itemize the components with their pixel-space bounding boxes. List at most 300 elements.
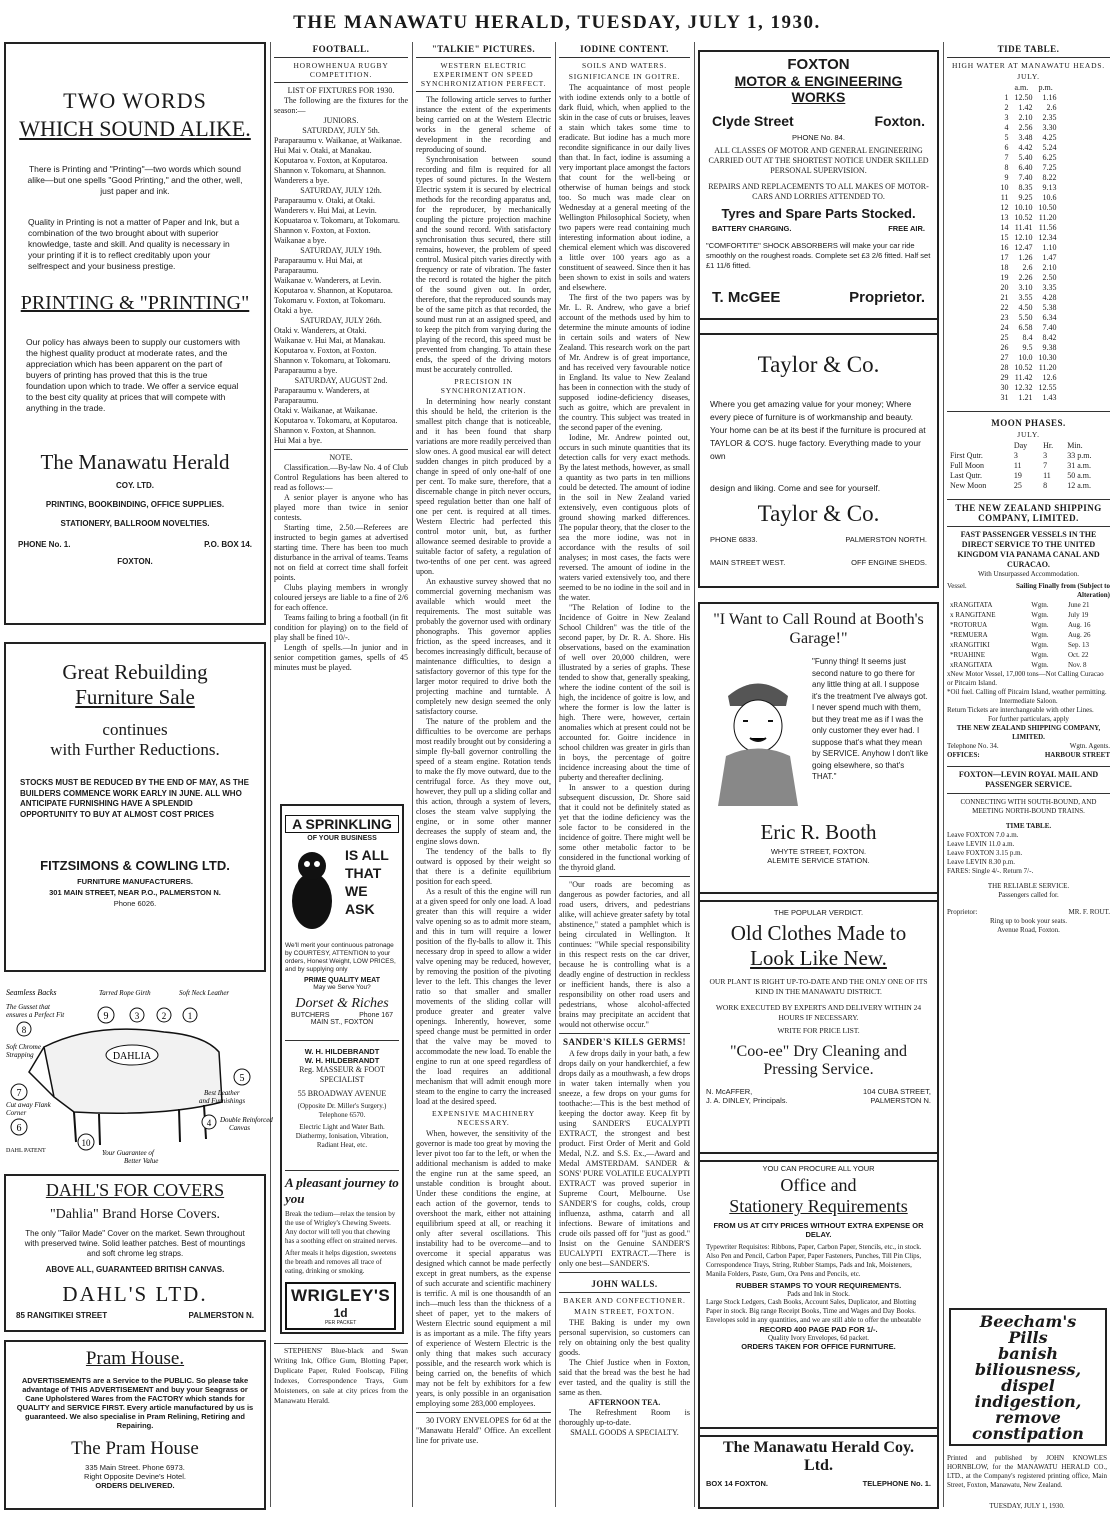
tide-row: 25 8.4 8.42 (1000, 333, 1057, 342)
mail-tt: TIME TABLE. (1005, 822, 1052, 830)
motor-prop: Proprietor. (849, 289, 925, 306)
tide-row: 6 4.42 5.24 (1004, 143, 1057, 152)
svg-text:Your Guarantee of: Your Guarantee of (102, 1149, 154, 1157)
clean-t0: THE POPULAR VERDICT. (773, 908, 864, 917)
ivory-envelopes: 30 IVORY ENVELOPES for 6d at the "Manawatu Herald" Office. An excellent line for private use. (416, 1416, 551, 1445)
article-paragraph: When, however, the sensitivity of the governor is made too great by moving the lever pivot too far to the left, or when the additional mechanism is added to make the engine run at the same speed, an unstable condition is brought about. Under these conditions the engine, at each action of the governor, tends to overshoot the mark, either not attaining equilibrium speed at all, or reaching it only after several oscillations. This instability had to be overcome—and to overcome it special apparatus was designed which cannot be made perfectly except in great numbers, as the expense of such accurate and scientific machinery is terrific. A mil is one thousandth of an inch—much less than the thickness of a sheet of paper, yet to the makers of Western Electric sound equipment a mil is as important as a mile. The fifty years of experience of Western Electric is the only thing that makes such accuracy possible, and the research work which is being carried on, the benefits of which may not be felt by exhibitors for a few years, is only possible in an organisation employing some 283,000 employees. (416, 1129, 551, 1408)
talkie-head: "TALKIE" PICTURES. (431, 44, 536, 54)
svg-text:The Gusset that: The Gusset that (6, 1003, 50, 1011)
beechams-line: biliousness, (974, 1360, 1082, 1379)
taylor-phone: PHONE 6833. (710, 535, 758, 544)
tide-row: 4 2.56 3.30 (1004, 123, 1057, 132)
fixture-line: Paraparaumu v. Hui Mai, at Paraparaumu. (274, 256, 363, 275)
dahl-title: DAHL'S FOR COVERS (45, 1180, 225, 1200)
talkie-article (416, 95, 551, 1409)
ship-tel: Telephone No. 34. (947, 742, 999, 750)
stat-t0: YOU CAN PROCURE ALL YOUR (762, 1164, 875, 1173)
fixture-line: Otaki a bye. (274, 306, 313, 315)
svg-text:Better Value: Better Value (124, 1157, 159, 1165)
fixture-line: SATURDAY, JULY 26th. (300, 316, 382, 325)
horse-cover-illustration (4, 977, 273, 1167)
masseur-name-1: W. H. HILDEBRANDT (304, 1047, 380, 1056)
fixture-line: Waikanae a bye. (274, 236, 327, 245)
svg-text:Cut away Flank: Cut away Flank (6, 1101, 51, 1109)
tide-head: TIDE TABLE. (997, 44, 1060, 54)
football-intro-1: LIST OF FIXTURES FOR 1930. (287, 86, 395, 95)
fixture-line: SATURDAY, JULY 12th. (300, 186, 382, 195)
walls-trade: BAKER AND CONFECTIONER. (563, 1296, 686, 1305)
tide-row: 24 6.58 7.40 (1000, 323, 1057, 332)
tide-row: 12 10.10 10.50 (1000, 203, 1057, 212)
sprinkling-ask: IS ALL THAT WE ASK (345, 847, 389, 917)
fixture-line: Kopuataroa v. Tokomaru, at Tokomaru. (274, 216, 400, 225)
tide-row: 22 4.50 5.38 (1000, 303, 1057, 312)
ship-t2: FAST PASSENGER VESSELS IN THE DIRECT SERVICE TO THE UNITED KINGDOM VIA PANAMA CANAL AND CURACAO. (957, 530, 1100, 569)
fixture-line: Waikanae v. Hui Mai, at Manakau. (274, 336, 386, 345)
fixture-line: Paraparaumu v. Waikanae, at Waikanae. (274, 136, 402, 145)
dog-icon (285, 846, 339, 936)
masseur-addr: 55 BROADWAY AVENUE (297, 1089, 387, 1098)
ship-harbour: HARBOUR STREET (1044, 751, 1110, 759)
svg-text:5: 5 (239, 1073, 245, 1084)
clean-t1: Old Clothes Made to (730, 921, 907, 945)
svg-text:Double Reinforced: Double Reinforced (220, 1116, 273, 1124)
fixture-line: Hui Mai v. Otaki, at Manakau. (274, 146, 372, 155)
taylor-t2: Taylor & Co. (757, 501, 880, 526)
masseur-name-2: W. H. HILDEBRANDT (304, 1056, 380, 1065)
svg-text:Soft Neck Leather: Soft Neck Leather (179, 989, 230, 997)
butcher-firm: Dorset & Riches (295, 996, 389, 1011)
butcher-body: We'll merit your continuous patronage by COURTESY, ATTENTION to your orders, Honest Weight, LOW PRICES, and by supplying only (285, 942, 396, 973)
column-2 (274, 42, 408, 1512)
roads-quote: "Our roads are becoming as dangerous as powder factories, and all road users, drivers, and pedestrians alike, will achieve greater safety by total abstinence," stated a pamphlet which is being circulated in Wellington. It continues: "While special responsibility in this respect rests on the car driver, because he is controlling what is a deadly engine of destruction in reckless or inefficient hands, there is also a responsibility on other road users and pedestrians, whose alcohol-affected brains may precipitate an accident that would not otherwise occur." (559, 880, 690, 1029)
stephens-ink: STEPHENS' Blue-black and Swan Writing Ink, Office Gum, Blotting Paper, Duplicate Paper, Ruled Foolscap, Filing Indexes, Correspondence Trays, Gum Moisteners, on sale at city prices from the Manawatu Herald. (274, 1346, 408, 1405)
tide-row: 8 6.40 7.25 (1004, 163, 1057, 172)
fixture-line: SATURDAY, JULY 5th. (302, 126, 380, 135)
clean-name-1: N. McAFFER, (706, 1087, 753, 1096)
tide-row: 9 7.40 8.22 (1004, 173, 1057, 182)
sale-phone: Phone 6026. (113, 899, 157, 908)
svg-text:3: 3 (134, 1011, 140, 1021)
dahl-ad (4, 977, 273, 1327)
stat-rubber: RUBBER STAMPS TO YOUR REQUIREMENTS. (735, 1281, 902, 1290)
sale-title-4: with Further Reductions. (50, 740, 220, 759)
article-paragraph: In answer to a question during subsequent discussion, Dr. Shore said that it could not be definitely stated as yet that the iodine deficiency was the sole factor to be considered in the incidence of goitre. There might well be some other metabolic factor to be considered in the functional working of the thyroid gland. (559, 783, 690, 872)
sanders-body: A few drops daily in your bath, a few drops daily on your handkerchief, a few drops daily as a mouthwash, a few drops in water taken internally when you sneeze, a few drops on your gums for toothache:—This is the best method of keeping the doctor away. Keep fit by using SANDER'S EUCALYPTI EXTRACT, the strongest and best product. First Order of Merit and Gold Medal, N.Z. and S.S. Ex.,—Award and Medal AMSTERDAM. SANDER & SONS' PURE VOLATILE EUCALYPTI EXTRACT was proved superior in Supreme Court, Melbourne. Use SANDER'S for coughs, colds, croup influenza, asthma, catarrh and all infections. Beware of imitations and crude oils passed off for "just as good." Insist on the Genuine SANDER'S EUCALYPTI EXTRACT.—There is only one best—SANDER'S. (559, 1049, 690, 1268)
column-6 (947, 42, 1110, 1512)
fixture-line: SATURDAY, AUGUST 2nd. (294, 376, 388, 385)
clean-t2: Look Like New. (750, 946, 887, 970)
pram-house-ad (4, 1340, 266, 1510)
sale-addr: 301 MAIN STREET, NEAR P.O., PALMERSTON N. (49, 888, 221, 897)
note-paragraph: Classification.—By-law No. 4 of Club Control Regulations has been altered to read as follows:— (274, 463, 408, 492)
imprint: Printed and published by JOHN KNOWLES HORNBLOW, for the MANAWATU HERALD CO., LTD., at the Company's registered printing office, Main Street, Foxton, Manawatu, New Zealand. (947, 1454, 1107, 1489)
label-seamless: Seamless Backs (6, 988, 57, 997)
dahl-firm: DAHL'S LTD. (62, 1282, 208, 1306)
tide-row: 31 1.21 1.43 (1000, 393, 1057, 402)
beechams-line: remove (995, 1408, 1061, 1427)
taylor-street: MAIN STREET WEST. (710, 558, 786, 567)
pram-addr-3: ORDERS DELIVERED. (95, 1481, 175, 1490)
butcher-prime: PRIME QUALITY MEAT (304, 977, 380, 984)
clean-addr-2: PALMERSTON N. (870, 1096, 931, 1105)
pram-title-2: The Pram House (71, 1438, 199, 1459)
note-paragraph: Starting time, 2.50.—Referees are instructed to begin games at advertised starting time. There has been too much disturbance in the arrival of teams. Teams not on field at correct time shall forfeit points. (274, 523, 408, 582)
ship-n3: Intermediate Saloon. (999, 697, 1058, 705)
beechams-line: Beecham's (979, 1312, 1077, 1331)
taylor-t1: Taylor & Co. (757, 352, 880, 377)
walls-body-2: The Chief Justice when in Foxton, said that the bread was the best he had ever tasted, and the quality is still the same as then. (559, 1358, 690, 1397)
beechams-line: Pills (1008, 1328, 1048, 1347)
wrigley-per: PER PACKET (324, 1320, 357, 1326)
herald-phone: PHONE No. 1. (18, 540, 71, 549)
fixture-line: Paraparaumu v. Otaki, at Otaki. (274, 196, 376, 205)
tide-row: 19 2.26 2.50 (1000, 273, 1057, 282)
dahl-guarantee: ABOVE ALL, GUARANTEED BRITISH CANVAS. (45, 1265, 225, 1274)
article-paragraph: The first of the two papers was by Mr. L. R. Andrew, who gave a brief account of the methods used by him to determine the minute amounts of iodine in certain soils and waters of New Zealand. This research work on the part of Mr. Andrew is of great importance, and has received very favourable notice in England. Its value to New Zealand has been in connection with the study of supposed iodine-deficiency diseases, such as goitre, which are prevalent in the country. This subject was treated in the second paper of the evening. (559, 293, 690, 432)
taylor-ad (698, 318, 939, 588)
fixture-line: SATURDAY, JULY 19th. (300, 246, 382, 255)
article-paragraph: The acquaintance of most people with iodine extends only to a bottle of dark fluid, which, when applied to the skin in the case of cuts or bruises, leaves a stain which takes some time to eradicate. But iodine has a much more recondite significance in our daily lives than that. In fact, iodine is assuming a very important place amongst the factors that count for the well-being or otherwise of human beings and stock too. So much was made clear on Wednesday at a general meeting of the Wellington Philosophical Society, when two papers were read containing much interesting information about iodine, a chemical element which was discovered a little over 100 years ago as a constituent of seaweed. Since then it has been shown to exist in soils and waters and elsewhere. (559, 83, 690, 292)
tide-row: 5 3.48 4.25 (1004, 133, 1057, 142)
ship-row: xRANGITIKI Wgtn. Sep. 13 (950, 641, 1089, 649)
ship-n5: For further particulars, apply (988, 715, 1069, 723)
svg-text:Strapping: Strapping (6, 1051, 34, 1059)
stat-t2: Stationery Requirements (729, 1196, 908, 1216)
ad-title-3: PRINTING & "PRINTING" (20, 292, 250, 314)
fixture-line: Shannon v. Foxton, at Foxton. (274, 226, 371, 235)
tide-row: 2 1.42 2.6 (1004, 103, 1057, 112)
ship-row: x RANGITANE Wgtn. July 19 (950, 611, 1089, 619)
butcher-trade: BUTCHERS (291, 1012, 330, 1019)
walls-body-3: The Refreshment Room is thoroughly up-to-date. (559, 1408, 690, 1427)
stat-t3: FROM US AT CITY PRICES WITHOUT EXTRA EXPENSE OR DELAY. (713, 1221, 924, 1239)
article-paragraph: An exhaustive survey showed that no commercial governing mechanism was available which would meet the requirements. The most suitable was probably the governor used with ordinary phonographs. This governor applies friction, as the speed increases, and it becomes increasingly difficult, because of maintenance difficulties, to design a satisfactory governor of this type for the larger motor required to drive both the projecting machine and turntable. A completely new design seemed the only satisfactory course. (416, 577, 551, 716)
coy-t1: The Manawatu Herald Coy. (722, 1439, 915, 1456)
dahl-body: The only "Tailor Made" Cover on the market. Sewn throughout with preserved twine. Solid leather patches. Best of mountings and soft chrome leg straps. (24, 1229, 246, 1258)
clean-name-2: J. A. DINLEY, Principals. (706, 1096, 788, 1105)
mail-row: Leave LEVIN 8.30 p.m. (947, 858, 1016, 866)
booth-name: Eric R. Booth (760, 820, 877, 844)
walls-addr: MAIN STREET, FOXTON. (574, 1307, 675, 1316)
clean-body-2: WORK EXECUTED BY EXPERTS AND DELIVERY WITHIN 24 HOURS IF NECESSARY. (715, 1003, 922, 1022)
svg-text:7: 7 (16, 1088, 22, 1099)
motor-phone: PHONE No. 84. (792, 133, 845, 142)
ad-para-1: There is Printing and "Printing"—two words which sound alike—but one spells "Good Printing," and the other, well, just paper and ink. (27, 164, 243, 196)
taylor-body-2: design and liking. Come and see for yourself. (710, 483, 881, 493)
dahl-addr: 85 RANGITIKEI STREET (16, 1311, 108, 1320)
tide-row: 20 3.10 3.35 (1000, 283, 1057, 292)
tide-row: 1 12.50 1.16 (1004, 93, 1057, 102)
pram-addr-2: Right Opposite Devine's Hotel. (84, 1472, 186, 1481)
tide-row: 23 5.50 6.34 (1000, 313, 1057, 322)
walls-name: JOHN WALLS. (591, 1279, 658, 1289)
tide-row: 18 2.6 2.10 (1000, 263, 1057, 272)
motor-tyres: Tyres and Spare Parts Stocked. (721, 206, 916, 221)
stat-record: RECORD 400 PAGE PAD FOR 1/-. (759, 1325, 878, 1334)
note-paragraph: Clubs playing members in wrongly coloured jerseys are liable to a fine of 2/6 for each offence. (274, 583, 408, 612)
svg-text:ensures a Perfect Fit: ensures a Perfect Fit (6, 1011, 65, 1019)
note-paragraph: Teams failing to bring a football (in fit condition for playing) on to the field of play shall be fined 10/-. (274, 613, 408, 642)
fixture-line: Wanderers v. Hui Mai, at Levin. (274, 206, 377, 215)
motor-battery: BATTERY CHARGING. (712, 224, 792, 233)
coy-box: BOX 14 FOXTON. (706, 1479, 768, 1488)
moon-row: Last Qutr. 19 11 50 a.m. (950, 471, 1092, 480)
masseur-addr-2: (Opposite Dr. Miller's Surgery.) Telephone 6570. (297, 1102, 387, 1119)
beechams-line: banish (998, 1344, 1058, 1363)
svg-text:2: 2 (161, 1011, 167, 1021)
svg-text:9: 9 (103, 1011, 109, 1022)
ad-title-2: WHICH SOUND ALIKE. (19, 116, 251, 141)
ship-offices: OFFICES: (947, 751, 980, 759)
man-with-cap-icon (708, 656, 808, 806)
motor-town: Foxton. (874, 113, 925, 129)
ship-t1: THE NEW ZEALAND SHIPPING COMPANY, LIMITED. (955, 503, 1102, 523)
herald-box: P.O. BOX 14. (204, 540, 252, 549)
motor-body-2: REPAIRS AND REPLACEMENTS TO ALL MAKES OF MOTOR-CARS AND LORRIES ATTENDED TO. (708, 182, 929, 201)
mail-rel: THE RELIABLE SERVICE. (987, 882, 1070, 890)
mail-called: Passengers called for. (998, 891, 1059, 899)
masseur-qual: Reg. MASSEUR & FOOT SPECIALIST (299, 1065, 385, 1084)
butcher-may: May we Serve You? (313, 984, 371, 991)
ad-para-3: Our policy has always been to supply our customers with the highest quality product at moderate rates, and the appreciation which has been apparent on the part of buyers of printing has proved that this is the true foundation upon which to trade. We offer a service equal to the best city quality at prices that will compete with anything in the trade. (26, 337, 241, 413)
masseur-body: Electric Light and Water Bath. Diathermy, Ionisation, Vibration, Radiant Heat, etc. (295, 1123, 389, 1149)
pram-title: Pram House. (85, 1348, 185, 1369)
article-paragraph: In determining how nearly constant this should be held, the criterion is the smallest pitch change that is noticeable, and it has been found that sharp variations are more readily perceived than slow ones. A good musical ear will detect sudden changes in pitch produced by a change in speed of only one-half of one per cent. To make sure, therefore, that a discernable change in pitch never occurs, speed regulation better than one half of one per cent. is required at all times. Western Electric had perfected this control motor unit, but, as further allowance seemed desirable to provide a suitable factor of safety, a regulation of two-tenths of one per cent. was agreed upon. (416, 397, 551, 576)
tide-row: 11 9.25 10.6 (1000, 193, 1057, 202)
stat-qual: Quality Ivory Envelopes, 6d packet. (767, 1334, 870, 1342)
herald-coy-ad (698, 1427, 939, 1509)
notes-list (274, 463, 408, 673)
mail-row: Leave FOXTON 7.0 a.m. (947, 831, 1019, 839)
butcher-phone: Phone 167 (359, 1012, 393, 1019)
column-5 (698, 42, 939, 1512)
ship-n2: *Oil fuel. Calling off Pitcairn Island, weather permitting. (947, 688, 1107, 696)
dry-cleaning-ad (698, 892, 939, 1162)
dahlia-label: DAHLIA (112, 1051, 152, 1062)
ad-para-2: Quality in Printing is not a matter of Paper and Ink, but a combination of the two brought about with superior knowledge, taste and skill. And quality is necessary in your printing if it is to reflect creditably upon your selfrespect and your business prestige. (28, 217, 240, 271)
beechams-pills-ad (949, 1308, 1107, 1446)
fixture-line: Otaki v. Waikanae, at Waikanae. (274, 406, 378, 415)
article-paragraph: The tendency of the balls to fly outward is opposed by their weight so that there is a definite equilibrium position for each speed. (416, 847, 551, 886)
dahl-sub: "Dahlia" Brand Horse Covers. (49, 1207, 221, 1222)
mail-row: Leave LEVIN 11.0 a.m. (947, 840, 1015, 848)
tide-row: 30 12.32 12.55 (1000, 383, 1057, 392)
svg-text:4: 4 (206, 1118, 212, 1128)
mail-row: FARES: Single 4/-. Return 7/-. (947, 867, 1034, 875)
fixture-line: Shannon v. Foxton, at Shannon. (274, 426, 376, 435)
motor-comfortite: "COMFORTITE" SHOCK ABSORBERS will make your car ride smoothly on the roughest roads. Complete set £3 2/6 fitted. Half set £1 11/6 fitted. (706, 241, 931, 270)
tide-row: 15 12.10 12.34 (1000, 233, 1057, 242)
svg-text:10: 10 (81, 1138, 91, 1148)
booth-garage-ad (698, 602, 939, 902)
football-sub: HOROWHENUA RUGBY COMPETITION. (293, 61, 389, 79)
foxton-motor-ad (698, 50, 939, 335)
football-head: FOOTBALL. (312, 44, 370, 54)
fixture-line: Wanderers a bye. (274, 176, 330, 185)
herald-firm-2: COY. LTD. (115, 481, 155, 490)
juniors-label: JUNIORS. (323, 116, 359, 125)
pram-body: ADVERTISEMENTS are a Service to the PUBLIC. So please take advantage of THIS ADVERTISEMENT and buy your Seagrass or Cane Upholstered Wares from the FACTORY which stands for QUALITY and SERVICE FIRST. Every article manufactured by us is guaranteed. We also specialise in Pram Relining, Retiring and Repairing. (16, 1376, 254, 1430)
tide-row: 10 8.35 9.13 (1000, 183, 1057, 192)
moon-row: Full Moon 11 7 31 a.m. (950, 461, 1092, 470)
article-paragraph: As a result of this the engine will run at a given speed for only one load. A load greater than this will require a wider valve opening so as to admit more steam, and this in turn will require a lower position of the fly-balls to allow it. This necessary drop in speed to allow a wider valve opening may be reduced, however, by removing the position of the pivoting lever to the left. This changes the lever ratio so that smaller and smaller movements of the sliding collar will produce greater and greater valve openings. Inherently, however, some speed change must be permitted in order that the valve may be moved to accommodate the new load. To enable the engine to run at one speed regardless of the load requires an additional mechanism that will admit enough more steam to the engine to carry the increased load at the desired speed. (416, 887, 551, 1106)
moon-head: MOON PHASES. (991, 418, 1066, 428)
fixtures-list (274, 126, 408, 446)
ad-title-1: TWO WORDS (63, 88, 207, 113)
svg-text:Tarred Rope Girth: Tarred Rope Girth (99, 989, 151, 997)
moon-col-min: Min. (1067, 441, 1083, 450)
tide-row: 7 5.40 6.25 (1004, 153, 1057, 162)
fixture-line: Koputaroa v. Foxton, at Foxton. (274, 346, 377, 355)
taylor-off: OFF ENGINE SHEDS. (851, 558, 927, 567)
ship-row: *RUAHINE Wgtn. Oct. 22 (950, 651, 1089, 659)
tide-row: 3 2.10 2.35 (1004, 113, 1057, 122)
stat-pads: Pads and Ink in Stock. (787, 1290, 850, 1298)
stat-orders: ORDERS TAKEN FOR OFFICE FURNITURE. (741, 1342, 896, 1351)
column-1 (4, 42, 273, 1507)
iodine-article (559, 83, 690, 873)
beechams-line: indigestion, (974, 1392, 1082, 1411)
tide-row: 27 10.0 10.30 (1000, 353, 1057, 362)
sprinkling-title: A SPRINKLING (285, 815, 399, 833)
fixture-line: Koputaroa v. Foxton, at Koputaroa. (274, 156, 388, 165)
football-intro-2: The following are the fixtures for the season:— (274, 96, 408, 115)
sprinkling-sub: OF YOUR BUSINESS (307, 835, 377, 842)
moon-col-day: Day (1013, 441, 1028, 450)
ship-table (947, 600, 1110, 670)
tide-row: 26 9.5 9.38 (1000, 343, 1057, 352)
motor-name: T. McGEE (712, 289, 781, 306)
sale-title-3: continues (102, 720, 168, 739)
herald-firm: The Manawatu Herald (40, 450, 230, 474)
beechams-line: constipation (972, 1424, 1084, 1443)
fixture-line: Tokomaru v. Foxton, at Tokomaru. (274, 296, 386, 305)
booth-title: "I Want to Call Round at Booth's Garage!" (713, 611, 924, 647)
clean-addr-1: 104 CUBA STREET, (863, 1087, 931, 1096)
fixture-line: Hui Mai a bye. (274, 436, 322, 445)
ship-row: *ROTORUA Wgtn. Aug. 16 (950, 621, 1091, 629)
booth-alemite: ALEMITE SERVICE STATION. (767, 856, 870, 865)
ship-row: *REMUERA Wgtn. Aug. 26 (950, 631, 1091, 639)
note-head: NOTE. (329, 453, 353, 462)
herald-town: FOXTON. (117, 557, 153, 566)
ship-h2: Sailing Finally from (Subject to Alteration) (1016, 582, 1110, 599)
printing-ad (4, 42, 266, 625)
fixture-line: Shannon v. Tokomaru, at Tokomaru. (274, 356, 391, 365)
article-paragraph: Iodine, Mr. Andrew pointed out, occurs in such minute quantities that its detection calls for very exact methods. By the latest methods, however, as small a quantity as two parts in ten millions could be detected. The amount of iodine in the soil in New Zealand varied extensively, even contiguous plots of ground showing marked differences. The popular theory, that the closer to the sea the more iodine, was not in accordance with the results of soil analyses; in most cases, the facts were reversed. The amount of iodine in the waters varied extensively too, and there seemed to be no iodine in the soil and in the water. (559, 433, 690, 602)
wrigley-price: 1d (333, 1306, 348, 1320)
svg-text:DAHL PATENT: DAHL PATENT (6, 1148, 46, 1154)
moon-row: First Qutr. 3 3 33 p.m. (950, 451, 1092, 460)
motor-t2: MOTOR & ENGINEERING WORKS (734, 73, 903, 105)
tide-row: 17 1.26 1.47 (1000, 253, 1057, 262)
tide-row: 14 11.41 11.56 (1000, 223, 1057, 232)
booth-addr: WHYTE STREET, FOXTON. (770, 847, 867, 856)
tide-row: 16 12.47 1.10 (1000, 243, 1057, 252)
fixture-line: Otaki v. Wanderers, at Otaki. (274, 326, 367, 335)
tide-row: 21 3.55 4.28 (1000, 293, 1057, 302)
wrigley-brand: WRIGLEY'S (291, 1286, 391, 1305)
article-paragraph: The nature of the problem and the difficulties to be overcome are perhaps most readily brought out by considering a simple fly-ball governor controlling the speed of a steam engine. Rotation tends to make the fly move outward, due to the centrifugal force. As they move out, however, they pull up a sliding collar and this action, through a system of levers, closes the steam valve supplying the engine, or in some other manner decreases the supply of steam and, the engine slows down. (416, 717, 551, 846)
wrigley-body-1: Break the tedium—relax the tension by the use of Wrigley's Chewing Sweets. Any doctor will tell you that chewing has a soothing effect on strained nerves. (285, 1210, 398, 1245)
walls-body: THE Baking is under my own personal supervision, so customers can rely on obtaining only the best quality goods. (559, 1318, 690, 1357)
coy-t2: Ltd. (804, 1457, 833, 1474)
clean-t3: "Coo-ee" Dry Cleaning and Pressing Service. (729, 1043, 907, 1078)
mail-row: Leave FOXTON 3.15 p.m. (947, 849, 1023, 857)
motor-street: Clyde Street (712, 113, 794, 129)
mail-name: MR. F. ROUT. (1068, 908, 1110, 916)
wrigley-body-2: After meals it helps digestion, sweetens the breath and removes all trace of eating, drinking or smoking. (285, 1249, 397, 1275)
stat-body-2: Large Stock Ledgers, Cash Books, Account Sales, Duplicator, and Blotting Paper in stock. Big range Receipt Books, Time and Wages and Day Books. Envelopes sold in any quantities, and we are still able to offer the unbeatable (706, 1298, 921, 1324)
clean-body: OUR PLANT IS RIGHT UP-TO-DATE AND THE ONLY ONE OF ITS KIND IN THE MANAWATU DISTRICT. (709, 977, 928, 996)
sale-title-2: Furniture Sale (75, 685, 195, 709)
column-3 (416, 42, 551, 1512)
fixture-line: Koputaroa v. Tokomaru, at Koputaroa. (274, 416, 398, 425)
note-paragraph: A senior player is anyone who has played more than twice in senior contests. (274, 493, 408, 522)
moon-table (947, 441, 1110, 491)
article-subhead: PRECISION IN SYNCHRONIZATION. (440, 377, 527, 395)
dahl-town: PALMERSTON N. (188, 1311, 254, 1320)
butcher-ad (280, 804, 404, 1334)
booth-body: "Funny thing! It seems just second nature to go there for any little thing at all. I suppose it's the treatment I've always got. I never spend much with them, but they treat me as if I was the only customer they ever had. I suppose that's what they mean by SERVICE. Anyhow I don't like going elsewhere, so that's THAT." (812, 657, 929, 781)
mail-timetable (947, 831, 1110, 876)
svg-text:8: 8 (21, 1025, 27, 1035)
svg-text:1: 1 (187, 1011, 193, 1021)
svg-text:and Furnishings: and Furnishings (199, 1097, 246, 1105)
wrigley-title: A pleasant journey to you (285, 1175, 399, 1206)
stat-t1: Office and (780, 1175, 857, 1195)
sale-body: STOCKS MUST BE REDUCED BY THE END OF MAY, AS THE BUILDERS COMMENCE WORK EARLY IN JUNE. ALL WHO ANTICIPATE FURNISHING HAVE A SPLENDID OPPORTUNITY TO BUY AT ALMOST COST PRICES (20, 778, 249, 819)
sale-firm-2: FURNITURE MANUFACTURERS. (77, 877, 193, 886)
article-paragraph: The following article serves to further instance the extent of the experiments being carried on at the Western Electric works in the general scheme of development in the recording and reproducing of sound. (416, 95, 551, 154)
masthead: THE MANAWATU HERALD, TUESDAY, JULY 1, 1930. (293, 12, 821, 33)
tide-row: 28 10.52 11.20 (1000, 363, 1057, 372)
stationery-ad (698, 1152, 939, 1437)
taylor-body: Where you get amazing value for your money; Where every piece of furniture is of workmanship and beauty. Your home can be at its best if the furniture is procured at TAYLOR & CO'S. huge factory. Everything made to your own (710, 399, 926, 461)
taylor-town: PALMERSTON NORTH. (845, 535, 927, 544)
imprint-date: TUESDAY, JULY 1, 1930. (989, 1502, 1065, 1510)
fixture-line: Shannon v. Tokomaru, at Shannon. (274, 166, 386, 175)
tide-table (998, 83, 1060, 403)
clean-write: WRITE FOR PRICE LIST. (777, 1026, 860, 1035)
herald-line-1: PRINTING, BOOKBINDING, OFFICE SUPPLIES. (45, 500, 225, 509)
sale-firm: FITZSIMONS & COWLING LTD. (40, 858, 230, 873)
svg-text:Canvas: Canvas (229, 1124, 250, 1132)
herald-line-2: STATIONERY, BALLROOM NOVELTIES. (60, 519, 210, 528)
ship-n6: THE NEW ZEALAND SHIPPING COMPANY, LIMITED. (956, 724, 1101, 741)
svg-text:Best Leather: Best Leather (204, 1089, 240, 1097)
moon-col-hr: Hr. (1043, 441, 1054, 450)
moon-row: New Moon 25 8 12 a.m. (950, 481, 1092, 490)
fixture-line: Paraparaumu v. Wanderers, at Paraparaumu. (274, 386, 370, 405)
walls-tea: AFTERNOON TEA. (588, 1398, 661, 1407)
beechams-line: dispel (1001, 1376, 1055, 1395)
sale-title-1: Great Rebuilding (62, 660, 208, 684)
tide-month: JULY. (1017, 72, 1040, 81)
article-paragraph: "The Relation of Iodine to the Incidence of Goitre in New Zealand School Children" was the title of the second paper, by Dr. R. A. Shore. His observations, based on the examination of well over 20,000 children, were illustrated by a series of graphs. These tended to show that, generally speaking, where the iodine content of the soil is high, the incidence of goitre is low, and where the former is low the latter is high. There were, however, certain anomalies which at present could not be accounted for. Goitre incidence in school children was greater in girls than in boys, the percentage of goitre incidence increasing about the time of puberty and thereafter declining. (559, 603, 690, 782)
iodine-sub: SOILS AND WATERS. (582, 61, 667, 70)
fixture-line: Paraparaumu a bye. (274, 366, 338, 375)
motor-body: ALL CLASSES OF MOTOR AND GENERAL ENGINEERING CARRIED OUT AT THE SHORTEST NOTICE UNDER SKILLED PERSONAL SUPERVISION. (708, 146, 929, 175)
tide-row: 29 11.42 12.6 (1000, 373, 1057, 382)
ship-row: xRANGITATA Wgtn. Nov. 8 (950, 661, 1087, 669)
stat-body: Typewriter Requisites: Ribbons, Paper, Carbon Paper, Stencils, etc., in stock. Also Pen and Pencil, Carbon Paper, Paper Fasteners, Punches, Till Pin Clips, Correspondence Trays, String, Rubber Stamps, Pads and Ink, Moisteners, Manila Folders, Paste, Gum, Ora Pens and Pencils, etc. (706, 1243, 922, 1278)
iodine-head: IODINE CONTENT. (580, 44, 669, 54)
ship-h1: Vessel. (947, 582, 967, 590)
fixture-line: Koputaroa v. Shannon, at Koputaroa. (274, 286, 393, 295)
sanders-title: SANDER'S KILLS GERMS! (562, 1037, 687, 1047)
